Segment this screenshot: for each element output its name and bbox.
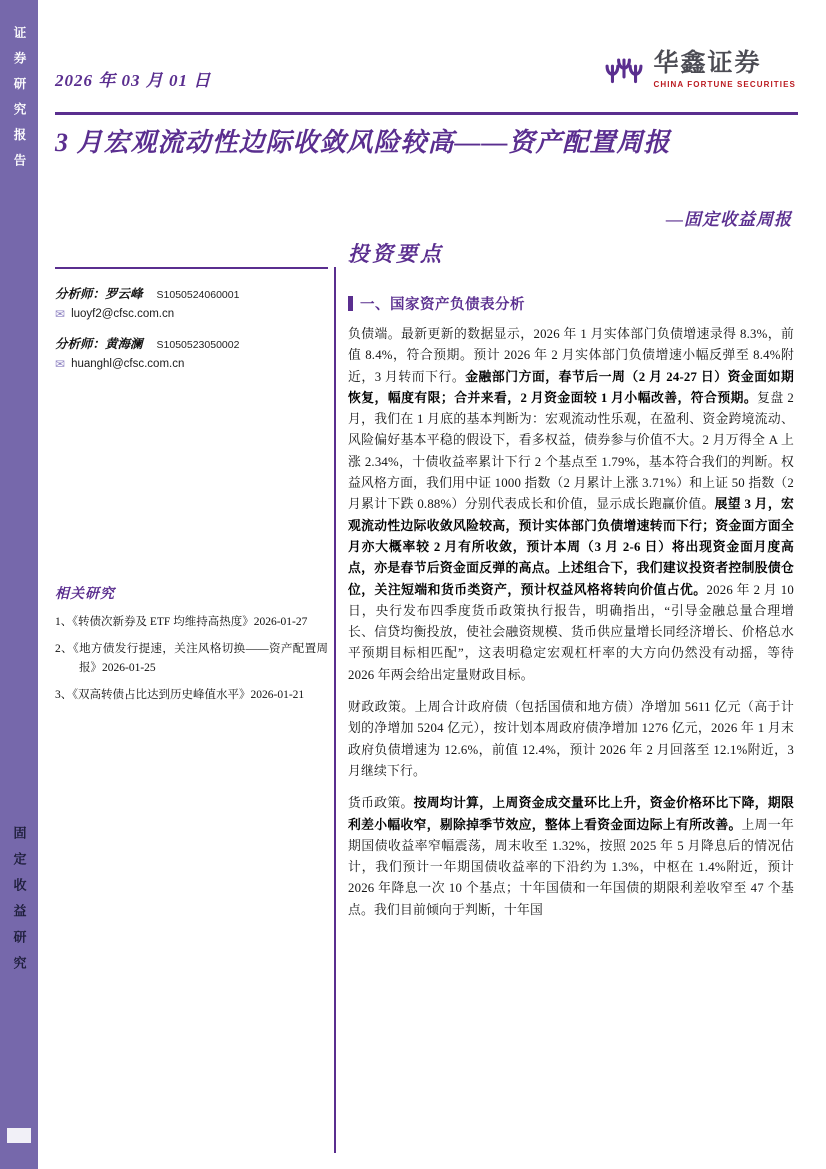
analyst-name: 分析师：罗云峰 xyxy=(55,287,143,301)
report-subtitle: —固定收益周报 xyxy=(666,210,792,229)
envelope-icon: ✉ xyxy=(55,357,66,371)
column-divider-line xyxy=(334,267,336,1153)
related-list xyxy=(55,613,328,705)
paragraphs xyxy=(348,324,794,921)
analyst-email-row xyxy=(55,358,328,370)
related-item: 1、《转债次新券及 ETF 均维持高热度》2026-01-27 xyxy=(55,616,308,628)
sidebar-footer-mark xyxy=(7,1128,31,1143)
related-research xyxy=(55,583,328,705)
analyst-id: S1050523050002 xyxy=(156,339,240,351)
info-column xyxy=(55,267,328,713)
left-sidebar xyxy=(0,0,38,1169)
related-item: 3、《双高转债占比达到历史峰值水平》2026-01-21 xyxy=(55,689,305,701)
analyst-name-row xyxy=(55,334,328,352)
brand-name-cn: 华鑫证券 xyxy=(653,50,762,77)
section-bullet-icon xyxy=(348,296,353,311)
highlights-title: 投资要点 xyxy=(348,242,444,266)
section-header xyxy=(348,293,794,314)
body-paragraph: 负债端。最新更新的数据显示，2026 年 1 月实体部门负债增速录得 8.3%，前值 8.4%，符合预期。预计 2026 年 2 月实体部门负债增速小幅反弹至 8.4%附近，3 月转而下行。金融部门方面，春节后一周（2 月 24-27 日）资金面如期恢复，幅度有限；合并来看，2 月资金面较 1 月小幅改善，符合预期。复盘 2 月，我们在 1 月底的基本判断为：宏观流动性乐观，在盈利、资金跨境流动、风险偏好基本平稳的假设下，看多权益，债券参与价值不大。2 月万得全 A 上涨 2.34%，十债收益率累计下行 2 个基点至 1.79%，基本符合我们的判断。权益风格方面，我们用中证 1000 指数（2 月累计上涨 3.71%）和上证 50 指数（2 月累计下跌 0.88%）分别代表成长和价值，显示成长跑赢价值。展望 3 月，宏观流动性边际收敛风险较高，预计实体部门负债增速转而下行；资金面方面全月亦大概率较 2 月有所收敛，预计本周（3 月 2-6 日）将出现资金面月度高点，亦是春节后资金面反弹的高点。上述组合下，我们建议投资者控制股债仓位，关注短端和货币类资产，预计权益风格将转向价值占优。2026 年 2 月 10 日，央行发布四季度货币政策执行报告，明确指出，“引导金融总量合理增长、信贷均衡投放，使社会融资规模、货币供应量增长同经济增长、价格总水平预期目标相匹配”，这表明稳定宏观杠杆率的大方向仍然没有动摇，等待 2026 年两会给出定量财政目标。 xyxy=(348,327,795,682)
body-paragraph: 财政政策。上周合计政府债（包括国债和地方债）净增加 5611 亿元（高于计划的净增加 5204 亿元），按计划本周政府债净增加 1276 亿元，2026 年 1 月末政府负债增速为 12.6%，前值 12.4%，预计 2026 年 2 月回落至 12.1%附近，3 月继续下行。 xyxy=(348,700,794,778)
report-title: 3 月宏观流动性边际收敛风险较高——资产配置周报 xyxy=(55,128,671,157)
header-divider-line xyxy=(55,112,798,115)
brand-text xyxy=(653,50,796,89)
sidebar-bottom-label: 固定收益研究 xyxy=(11,826,27,982)
brand-icon xyxy=(604,52,644,88)
main-column xyxy=(348,238,794,932)
brand-name-en: CHINA FORTUNE SECURITIES xyxy=(653,80,796,89)
analyst-email[interactable]: huanghl@cfsc.com.cn xyxy=(71,358,185,370)
analyst-list xyxy=(55,284,328,370)
brand-logo xyxy=(604,50,796,89)
analyst-email[interactable]: luoyf2@cfsc.com.cn xyxy=(71,308,175,320)
related-item: 2、《地方债发行提速，关注风格切换——资产配置周报》2026-01-25 xyxy=(55,643,328,674)
sidebar-top-label: 证券研究报告 xyxy=(12,26,26,179)
analyst-name: 分析师：黄海澜 xyxy=(55,337,143,351)
related-research-title: 相关研究 xyxy=(55,587,115,602)
analyst-id: S1050524060001 xyxy=(156,289,240,301)
analyst-name-row xyxy=(55,284,328,302)
envelope-icon: ✉ xyxy=(55,307,66,321)
analyst-email-row xyxy=(55,308,328,320)
report-date: 2026 年 03 月 01 日 xyxy=(55,71,212,90)
analyst-entry xyxy=(55,284,328,320)
body-paragraph: 货币政策。按周均计算，上周资金成交量环比上升，资金价格环比下降，期限利差小幅收窄，剔除掉季节效应，整体上看资金面边际上有所改善。上周一年期国债收益率窄幅震荡，周末收至 1.32%，按照 2025 年 5 月降息后的情况估计，我们预计一年期国债收益率的下沿约为 1.3%，中枢在 1.4%附近，预计 2026 年降息一次 10 个基点；十年国债和一年国债的期限利差收窄至 47 个基点。我们目前倾向于判断，十年国 xyxy=(348,796,795,917)
section-title: 一、国家资产负债表分析 xyxy=(360,297,525,313)
analyst-entry xyxy=(55,334,328,370)
